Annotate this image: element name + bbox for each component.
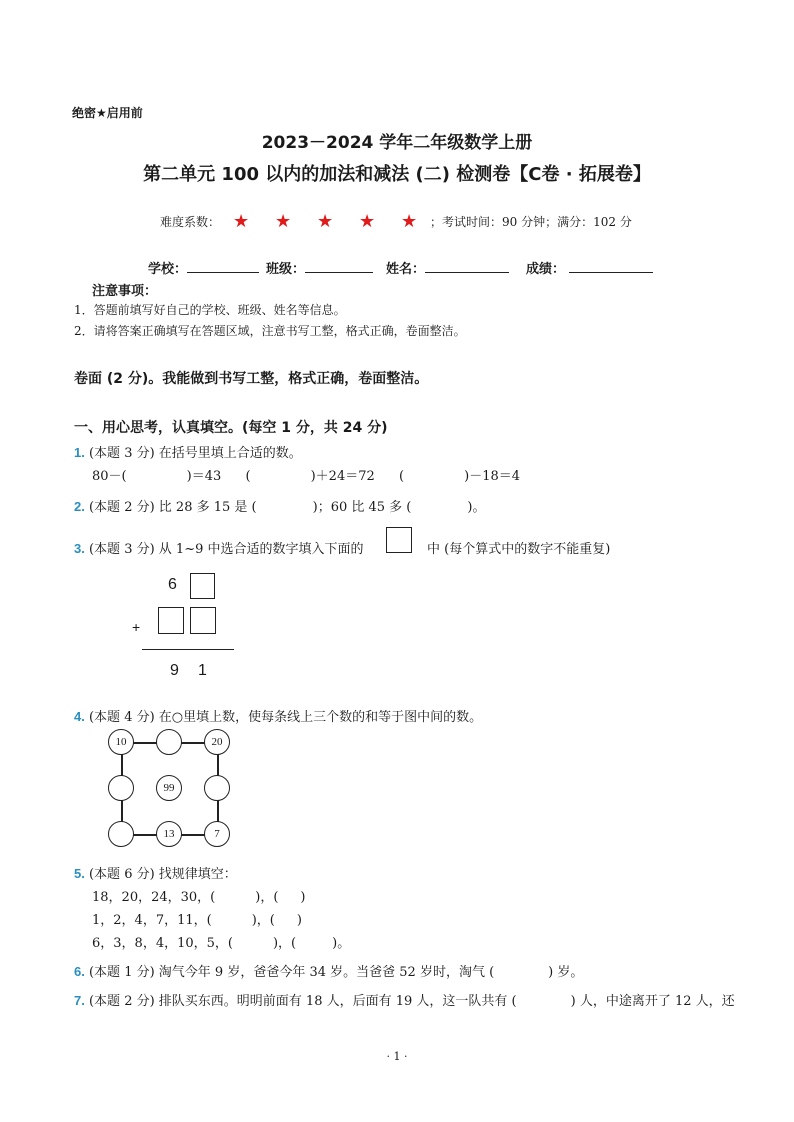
question-text: (本题 1 分) 淘气今年 9 岁，爸爸今年 34 岁。当爸爸 52 岁时，淘气 (: [88, 965, 495, 980]
sample-box-icon: [386, 527, 412, 553]
sequence-text: 1，2，4，7，11，(: [92, 913, 212, 928]
name-label: 姓名：: [386, 262, 426, 277]
equation-c-end: )－18＝4: [464, 469, 521, 484]
sequence-text: ): [296, 913, 302, 928]
equation-a-start: 80－(: [92, 469, 127, 484]
question-text: (本题 3 分) 从 1~9 中选合适的数字填入下面的: [88, 542, 364, 557]
digit-input-box[interactable]: [190, 573, 215, 599]
question-number: 1.: [74, 445, 85, 460]
question-6: [74, 961, 583, 980]
sequence-text: )，(: [255, 890, 279, 905]
question-number: 3.: [74, 541, 85, 556]
question-number: 6.: [74, 964, 85, 979]
question-text-end: )。: [467, 500, 486, 515]
name-field[interactable]: [386, 258, 509, 277]
circle-bottom-middle: 13: [156, 821, 182, 847]
equation-b-end: )＋24＝72: [310, 469, 375, 484]
digit-input-box[interactable]: [190, 607, 216, 634]
circle-bottom-left[interactable]: [108, 821, 134, 847]
sequence-text: 6，3，8，4，10，5，(: [92, 936, 233, 951]
question-number: 5.: [74, 866, 85, 881]
difficulty-label: 难度系数：: [160, 215, 221, 229]
question-text-mid: )；60 比 45 多 (: [312, 500, 412, 515]
sum-digit: 1: [198, 662, 207, 679]
circle-middle-left[interactable]: [108, 775, 134, 801]
confidential-label: 绝密★启用前: [72, 106, 143, 120]
circle-top-middle[interactable]: [156, 729, 182, 755]
question-text-end: ) 岁。: [548, 965, 584, 980]
circle-bottom-right: 7: [204, 821, 230, 847]
sequence-text: 18，20，24，30，(: [92, 890, 216, 905]
circle-center: 99: [156, 775, 182, 801]
sequence-text: ): [300, 890, 306, 905]
sequence-line-2: [92, 909, 302, 928]
equation-c-start: (: [399, 469, 405, 484]
addend-digit: 6: [168, 576, 177, 593]
question-text: (本题 4 分) 在○里填上数，使每条线上三个数的和等于图中间的数。: [88, 710, 483, 725]
sequence-text: )，(: [251, 913, 275, 928]
question-3: [74, 538, 364, 557]
equation-b-start: (: [245, 469, 251, 484]
exam-time-info: ；考试时间：90 分钟；满分：102 分: [430, 215, 632, 229]
star-icon: ★: [358, 211, 376, 232]
question-text: (本题 6 分) 找规律填空：: [88, 867, 237, 882]
question-1: [74, 442, 302, 461]
question-text-end: ) 人，中途离开了 12 人，还: [570, 994, 735, 1009]
difficulty-stars: [220, 211, 430, 232]
sequence-line-3: [92, 932, 350, 951]
question-text: (本题 2 分) 排队买东西。明明前面有 18 人，后面有 19 人，这一队共有 (: [88, 994, 517, 1009]
note-item: 1．答题前填写好自己的学校、班级、姓名等信息。: [74, 303, 346, 317]
score-label: 成绩：: [526, 262, 566, 277]
plus-sign: +: [132, 619, 141, 635]
sum-line: [142, 649, 234, 650]
page-number: · 1 ·: [386, 1050, 408, 1063]
sequence-text: )。: [332, 936, 351, 951]
name-blank[interactable]: [425, 260, 509, 273]
page-subtitle: 第二单元 100 以内的加法和减法 (二) 检测卷【C卷 · 拓展卷】: [143, 164, 651, 185]
question-number: 7.: [74, 993, 85, 1008]
question-5: [74, 863, 237, 882]
difficulty-row: [160, 211, 632, 232]
star-icon: ★: [400, 211, 418, 232]
school-field[interactable]: [148, 258, 259, 277]
equation-a-end: )＝43: [186, 469, 222, 484]
school-blank[interactable]: [187, 260, 259, 273]
neatness-statement: 卷面 (2 分)。我能做到书写工整，格式正确，卷面整洁。: [74, 371, 429, 387]
page-title: 2023－2024 学年二年级数学上册: [261, 133, 533, 153]
question-1-equations: [92, 465, 520, 484]
sequence-line-1: [92, 886, 305, 905]
question-number: 4.: [74, 709, 85, 724]
class-label: 班级：: [266, 262, 306, 277]
class-field[interactable]: [266, 258, 373, 277]
circle-top-right: 20: [204, 729, 230, 755]
digit-input-box[interactable]: [158, 607, 184, 634]
sum-digit: 9: [170, 662, 179, 679]
sequence-text: )，(: [272, 936, 297, 951]
question-text: (本题 3 分) 在括号里填上合适的数。: [88, 446, 302, 461]
star-icon: ★: [274, 211, 292, 232]
question-text: (本题 2 分) 比 28 多 15 是 (: [88, 500, 257, 515]
class-blank[interactable]: [305, 260, 373, 273]
question-number: 2.: [74, 499, 85, 514]
score-blank[interactable]: [569, 260, 653, 273]
score-field[interactable]: [526, 258, 653, 277]
question-3-end: 中 (每个算式中的数字不能重复): [427, 542, 611, 557]
school-label: 学校：: [148, 262, 188, 277]
question-4: [74, 706, 482, 725]
star-icon: ★: [316, 211, 334, 232]
star-icon: ★: [232, 211, 250, 232]
question-7: [74, 990, 735, 1009]
notes-title: 注意事项：: [92, 284, 158, 299]
question-2: [74, 496, 485, 515]
section-heading: 一、用心思考，认真填空。(每空 1 分，共 24 分): [74, 420, 388, 436]
note-item: 2．请将答案正确填写在答题区域，注意书写工整，格式正确，卷面整洁。: [74, 324, 466, 338]
circle-middle-right[interactable]: [204, 775, 230, 801]
circle-top-left: 10: [108, 729, 134, 755]
